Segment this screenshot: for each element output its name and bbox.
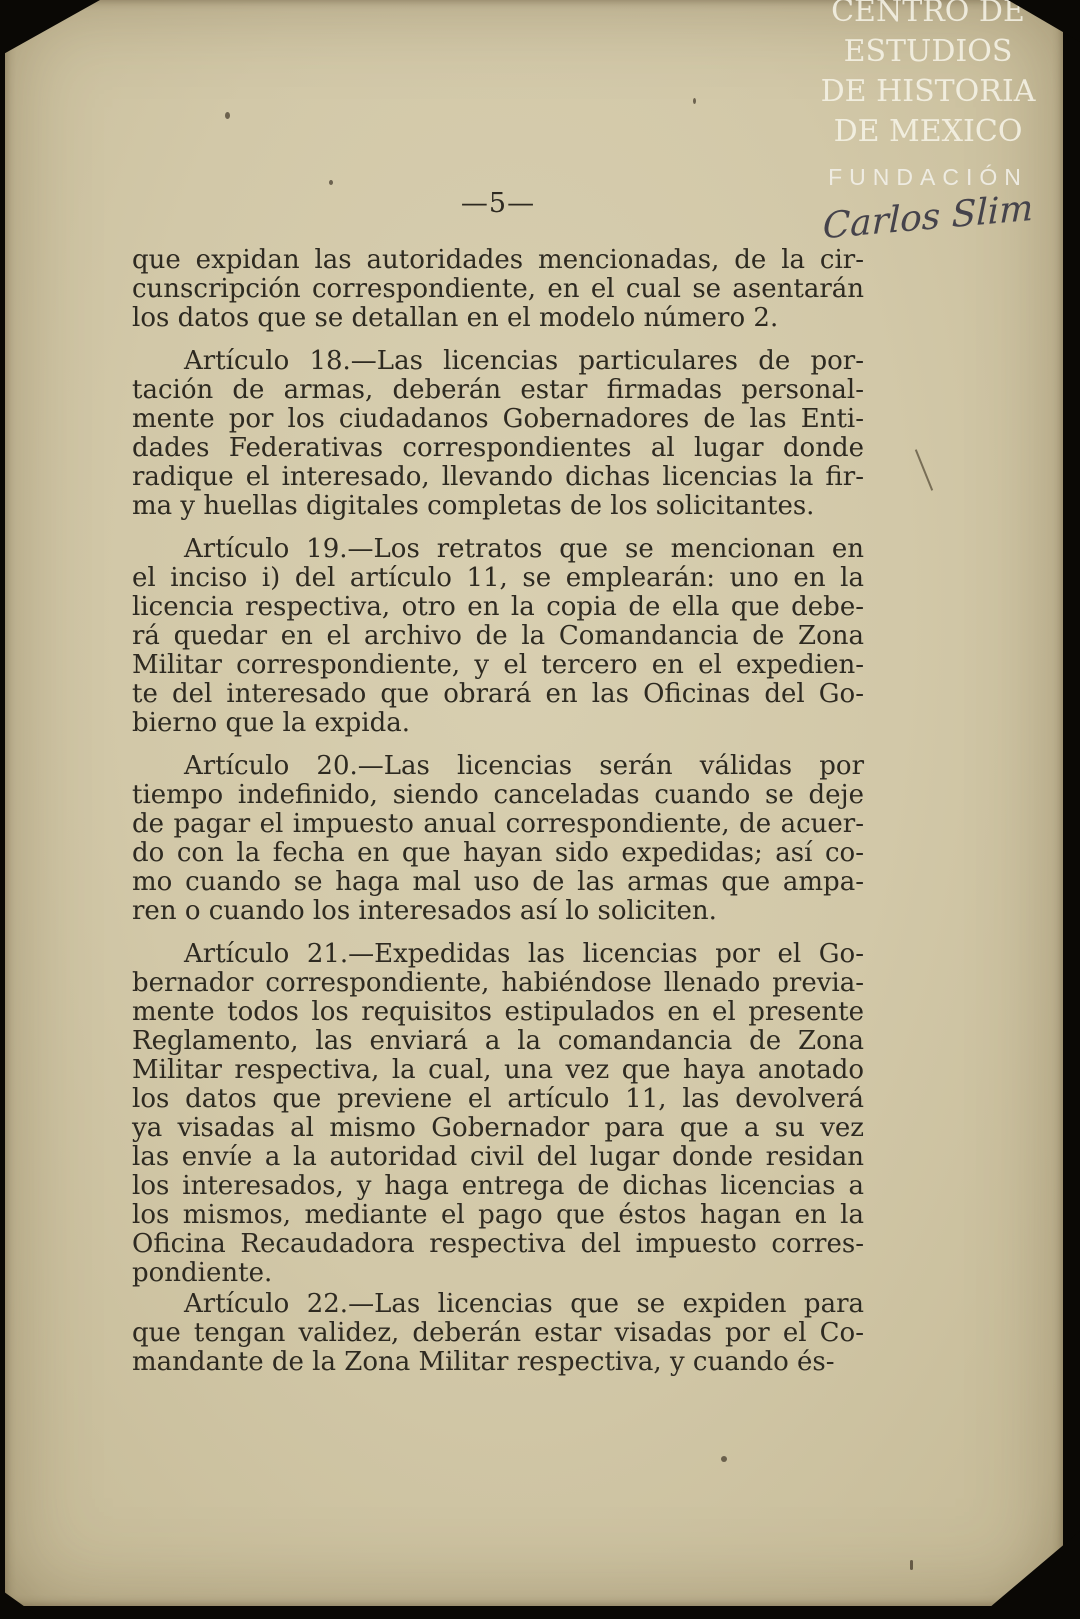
text-line: radique el interesado, llevando dichas licencias la fir-: [132, 462, 864, 492]
text-line: do con la fecha en que hayan sido expedidas; así co-: [132, 838, 864, 868]
watermark-foundation: FUNDACIÓN: [828, 164, 1028, 190]
document-content: [132, 188, 864, 1377]
text-line: los datos que se detallan en el modelo número 2.: [132, 303, 779, 333]
watermark-line: DE HISTORIA: [820, 74, 1036, 109]
text-line: mandante de la Zona Militar respectiva, y cuando és-: [132, 1347, 835, 1377]
ink-speck: [721, 1456, 727, 1462]
text-line: cunscripción correspondiente, en el cual se asentarán: [132, 274, 864, 304]
text-line: tación de armas, deberán estar firmadas personal-: [132, 375, 864, 405]
text-line: dades Federativas correspondientes al lugar donde: [132, 433, 864, 463]
text-line: Artículo 19.—Los retratos que se mencionan en: [184, 534, 864, 564]
ink-speck: [329, 180, 333, 185]
text-line: los datos que previene el artículo 11, las devolverá: [132, 1084, 864, 1114]
ink-speck: [225, 112, 230, 119]
document-text: [132, 246, 864, 1377]
text-line: el inciso i) del artículo 11, se emplearán: uno en la: [132, 563, 864, 593]
text-line: rá quedar en el archivo de la Comandancia de Zona: [132, 621, 864, 651]
text-line: las envíe a la autoridad civil del lugar donde residan: [132, 1142, 864, 1172]
text-line: mente por los ciudadanos Gobernadores de las Enti-: [132, 404, 864, 434]
text-line: pondiente.: [132, 1258, 273, 1288]
text-line: Artículo 20.—Las licencias serán válidas por: [184, 751, 864, 781]
archive-watermark: [819, 0, 1037, 248]
watermark-line: CENTRO DE: [831, 0, 1025, 29]
paragraph: [132, 347, 864, 521]
text-line: ya visadas al mismo Gobernador para que a su vez: [132, 1113, 864, 1143]
text-line: mente todos los requisitos estipulados en el presente: [132, 997, 864, 1027]
text-line: te del interesado que obrará en las Oficinas del Go-: [132, 679, 864, 709]
text-line: Militar respectiva, la cual, una vez que haya anotado: [132, 1055, 864, 1085]
paragraph: [132, 246, 864, 333]
text-line: Oficina Recaudadora respectiva del impuesto corres-: [132, 1229, 864, 1259]
text-line: Artículo 18.—Las licencias particulares de por-: [184, 346, 864, 376]
text-line: de pagar el impuesto anual correspondiente, de acuer-: [132, 809, 864, 839]
text-line: Reglamento, las enviará a la comandancia de Zona: [132, 1026, 864, 1056]
watermark-line: ESTUDIOS: [843, 34, 1013, 69]
text-line: bierno que la expida.: [132, 708, 410, 738]
text-line: que expidan las autoridades mencionadas, de la cir-: [132, 245, 864, 275]
paragraph: [132, 1290, 864, 1377]
text-line: licencia respectiva, otro en la copia de ella que debe-: [132, 592, 864, 622]
text-line: Artículo 21.—Expedidas las licencias por el Go-: [184, 939, 864, 969]
paragraph: [132, 535, 864, 738]
ink-speck: [693, 98, 696, 104]
text-line: Artículo 22.—Las licencias que se expiden para: [184, 1289, 864, 1319]
watermark-signature: Carlos Slim: [822, 187, 1034, 248]
watermark-line: DE MEXICO: [833, 114, 1023, 149]
text-line: Militar correspondiente, y el tercero en el expedien-: [132, 650, 864, 680]
paragraph: [132, 940, 864, 1288]
text-line: mo cuando se haga mal uso de las armas que ampa-: [132, 867, 864, 897]
paper-page: [5, 0, 1063, 1606]
crease-mark: [915, 449, 933, 491]
text-line: los mismos, mediante el pago que éstos hagan en la: [132, 1200, 864, 1230]
text-line: los interesados, y haga entrega de dichas licencias a: [132, 1171, 864, 1201]
page-number: —5—: [460, 188, 536, 219]
text-line: que tengan validez, deberán estar visadas por el Co-: [132, 1318, 864, 1348]
text-line: bernador correspondiente, habiéndose llenado previa-: [132, 968, 864, 998]
paragraph: [132, 752, 864, 926]
ink-speck: [910, 1560, 913, 1570]
text-line: tiempo indefinido, siendo canceladas cuando se deje: [132, 780, 864, 810]
text-line: ren o cuando los interesados así lo soliciten.: [132, 896, 717, 926]
text-line: ma y huellas digitales completas de los solicitantes.: [132, 491, 815, 521]
